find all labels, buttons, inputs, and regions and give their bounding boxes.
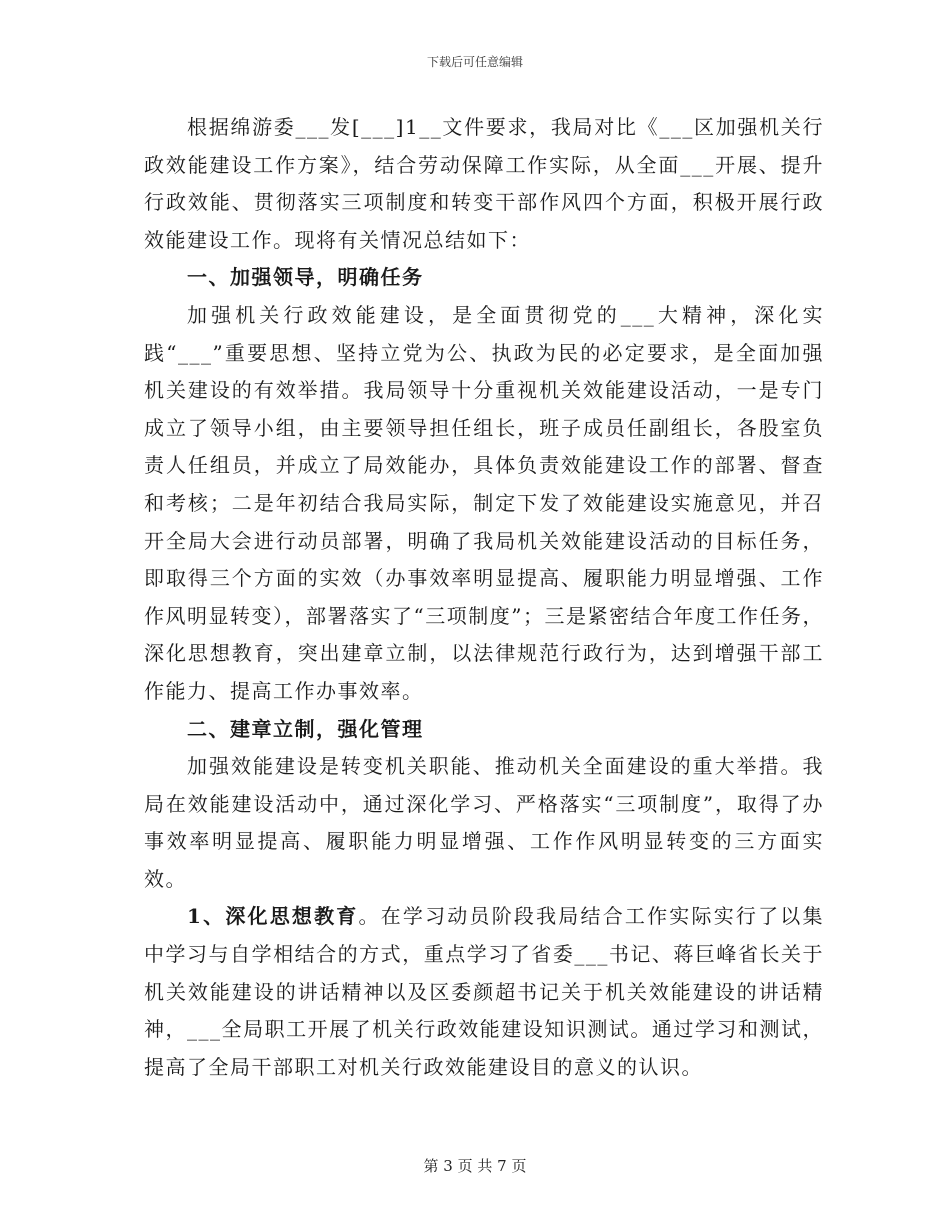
intro-paragraph: 根据绵游委___发[___]1__文件要求，我局对比《___区加强机关行政效能建设工作方案》，结合劳动保障工作实际，从全面___开展、提升行政效能、贯彻落实三项制度和转变干部作风四个方面，积极开展行政效能建设工作。现将有关情况总结如下： — [144, 115, 824, 252]
section-heading-1: 一、加强领导，明确任务 — [187, 265, 424, 290]
section-1-paragraph: 加强机关行政效能建设，是全面贯彻党的___大精神，深化实践“___”重要思想、坚持立党为公、执政为民的必定要求，是全面加强机关建设的有效举措。我局领导十分重视机关效能建设活动，一是专门成立了领导小组，由主要领导担任组长，班子成员任副组长，各股室负责人任组员，并成立了局效能办，具体负责效能建设工作的部署、督查和考核；二是年初结合我局实际，制定下发了效能建设实施意见，并召开全局大会进行动员部署，明确了我局机关效能建设活动的目标任务，即取得三个方面的实效（办事效率明显提高、履职能力明显增强、工作作风明显转变），部署落实了“三项制度”；三是紧密结合年度工作任务，深化思想教育，突出建章立制，以法律规范行政行为，达到增强干部工作能力、提高工作办事效率。 — [144, 302, 824, 703]
subsection-1-paragraph — [144, 898, 824, 1086]
section-2-paragraph: 加强效能建设是转变机关职能、推动机关全面建设的重大举措。我局在效能建设活动中，通过深化学习、严格落实“三项制度”，取得了办事效率明显提高、履职能力明显增强、工作作风明显转变的三方面实效。 — [144, 754, 824, 891]
subsection-1-text: 。在学习动员阶段我局结合工作实际实行了以集中学习与自学相结合的方式，重点学习了省委___书记、蒋巨峰省长关于机关效能建设的讲话精神以及区委颜超书记关于机关效能建设的讲话精神，___全局职工开展了机关行政效能建设知识测试。通过学习和测试，提高了全局干部职工对机关行政效能建设目的意义的认识。 — [144, 904, 824, 1079]
page-header: 下载后可任意编辑 — [426, 55, 523, 69]
subsection-1-lead: 1、深化思想教育 — [187, 904, 359, 929]
section-heading-2: 二、建章立制，强化管理 — [187, 716, 424, 741]
document-body — [144, 109, 824, 1086]
page-number: 第 3 页 共 7 页 — [423, 1157, 527, 1175]
